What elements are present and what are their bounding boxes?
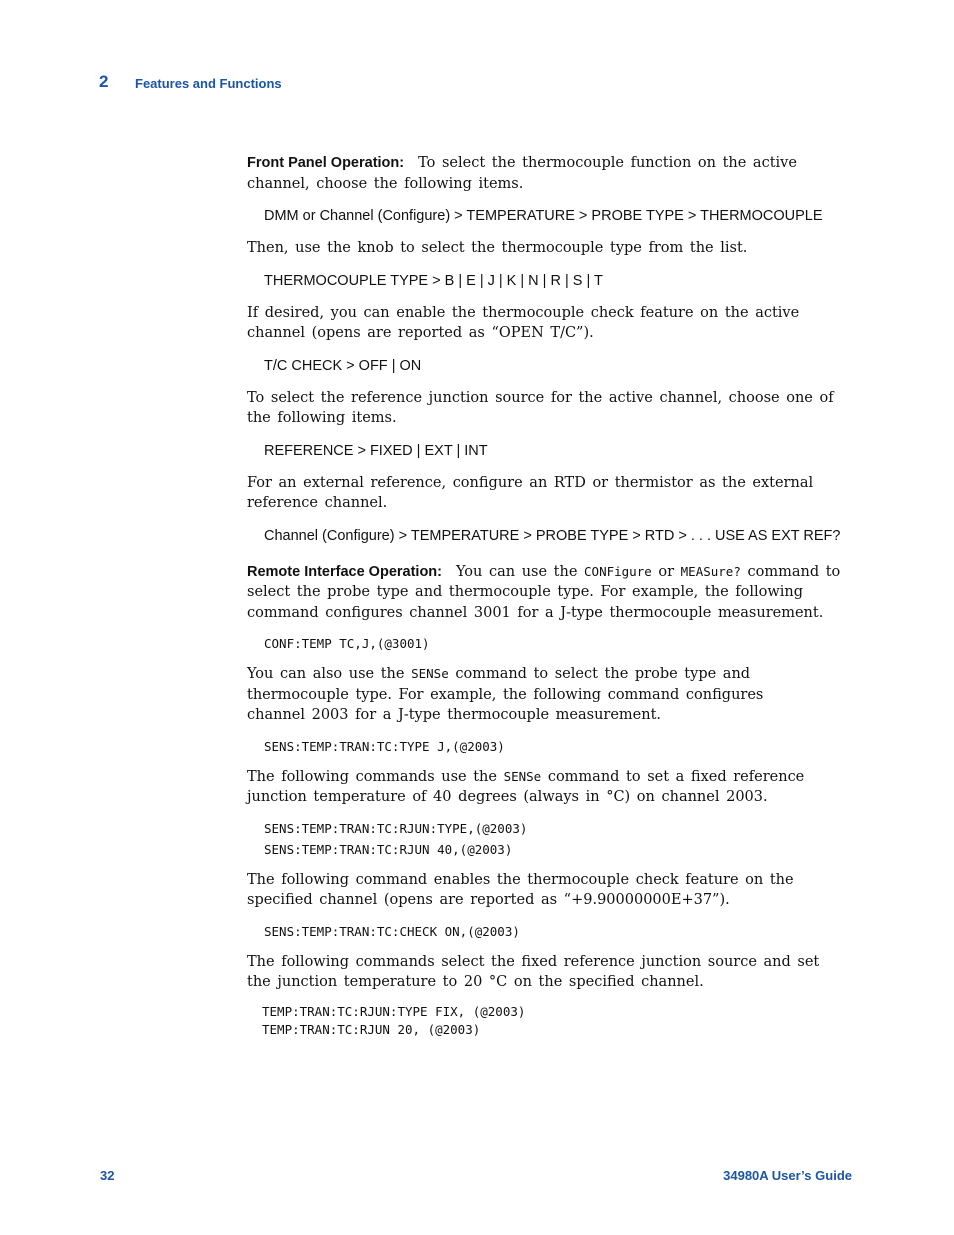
code-sens-type: SENS:TEMP:TRAN:TC:TYPE J,(@2003) [264,738,505,754]
front-panel-heading: Front Panel Operation: [247,155,405,171]
code-conf-temp: CONF:TEMP TC,J,(@3001) [264,636,430,651]
sense-command-2: SENSe [503,768,542,784]
measure-command: MEASure? [680,563,741,579]
front-panel-intro [247,153,829,194]
menu-path-tc-type: THERMOCOUPLE TYPE > B | E | J | K | N | R | S | T [264,272,603,289]
code-rjun-40: SENS:TEMP:TRAN:TC:RJUN 40,(@2003) [264,841,513,857]
paragraph-knob: Then, use the knob to select the thermocouple type from the list. [247,240,748,256]
code-rjun-type: SENS:TEMP:TRAN:TC:RJUN:TYPE,(@2003) [264,820,528,836]
code-block-rjun [264,818,847,860]
menu-path-tc-check: T/C CHECK > OFF | ON [264,357,422,374]
page-number: 32 [100,1168,115,1183]
menu-path-ext-ref: Channel (Configure) > TEMPERATURE > PROBE TYPE > RTD > . . . USE AS EXT REF? [264,527,841,544]
paragraph-reference: To select the reference junction source for the active channel, choose one of the following items. [247,389,834,426]
guide-title: 34980A User’s Guide [723,1168,852,1183]
code-rjun-20: TEMP:TRAN:TC:RJUN 20, (@2003) [262,1021,481,1037]
chapter-title: Features and Functions [135,76,282,91]
sense-command: SENSe [411,666,449,681]
front-panel-intro-text: To select the thermocouple function on the active channel, choose the following items. [247,155,797,192]
paragraph-sense: You can also use the SENSe command to select the probe type and thermocouple type. For example, the following command configures channel 2003 for a J-type thermocouple measurement. [247,666,764,723]
paragraph-external-ref: For an external reference, configure an RTD or thermistor as the external reference channel. [247,474,814,511]
page-body [247,153,847,1049]
paragraph-fixed-ref: The following commands use the SENSe command to set a fixed reference junction temperature of 40 degrees (always in °C) on channel 2003. [247,768,805,805]
code-rjun-type-fix: TEMP:TRAN:TC:RJUN:TYPE FIX, (@2003) [262,1003,526,1019]
configure-command: CONFigure [584,563,652,579]
code-check-on: SENS:TEMP:TRAN:TC:CHECK ON,(@2003) [264,923,520,939]
paragraph-tc-check: If desired, you can enable the thermocouple check feature on the active channel (opens are reported as “OPEN T/C”). [247,304,800,341]
remote-intro: Remote Interface Operation: You can use the CONFigure or MEASure? command to select the probe type and thermocouple type. For example, the following command configures channel 3001 for a J-type thermocouple measurement. [247,563,841,621]
code-block-fix [262,1003,847,1039]
menu-path-thermocouple: DMM or Channel (Configure) > TEMPERATURE > PROBE TYPE > THERMOCOUPLE [264,208,823,224]
paragraph-check: The following command enables the thermocouple check feature on the specified channel (opens are reported as “+9.90000000E+37”). [247,871,794,908]
menu-path-reference: REFERENCE > FIXED | EXT | INT [264,442,488,459]
paragraph-fixed-source: The following commands select the fixed reference junction source and set the junction temperature to 20 °C on the specified channel. [247,953,820,990]
remote-heading: Remote Interface Operation: [247,563,442,580]
chapter-number: 2 [99,72,109,91]
